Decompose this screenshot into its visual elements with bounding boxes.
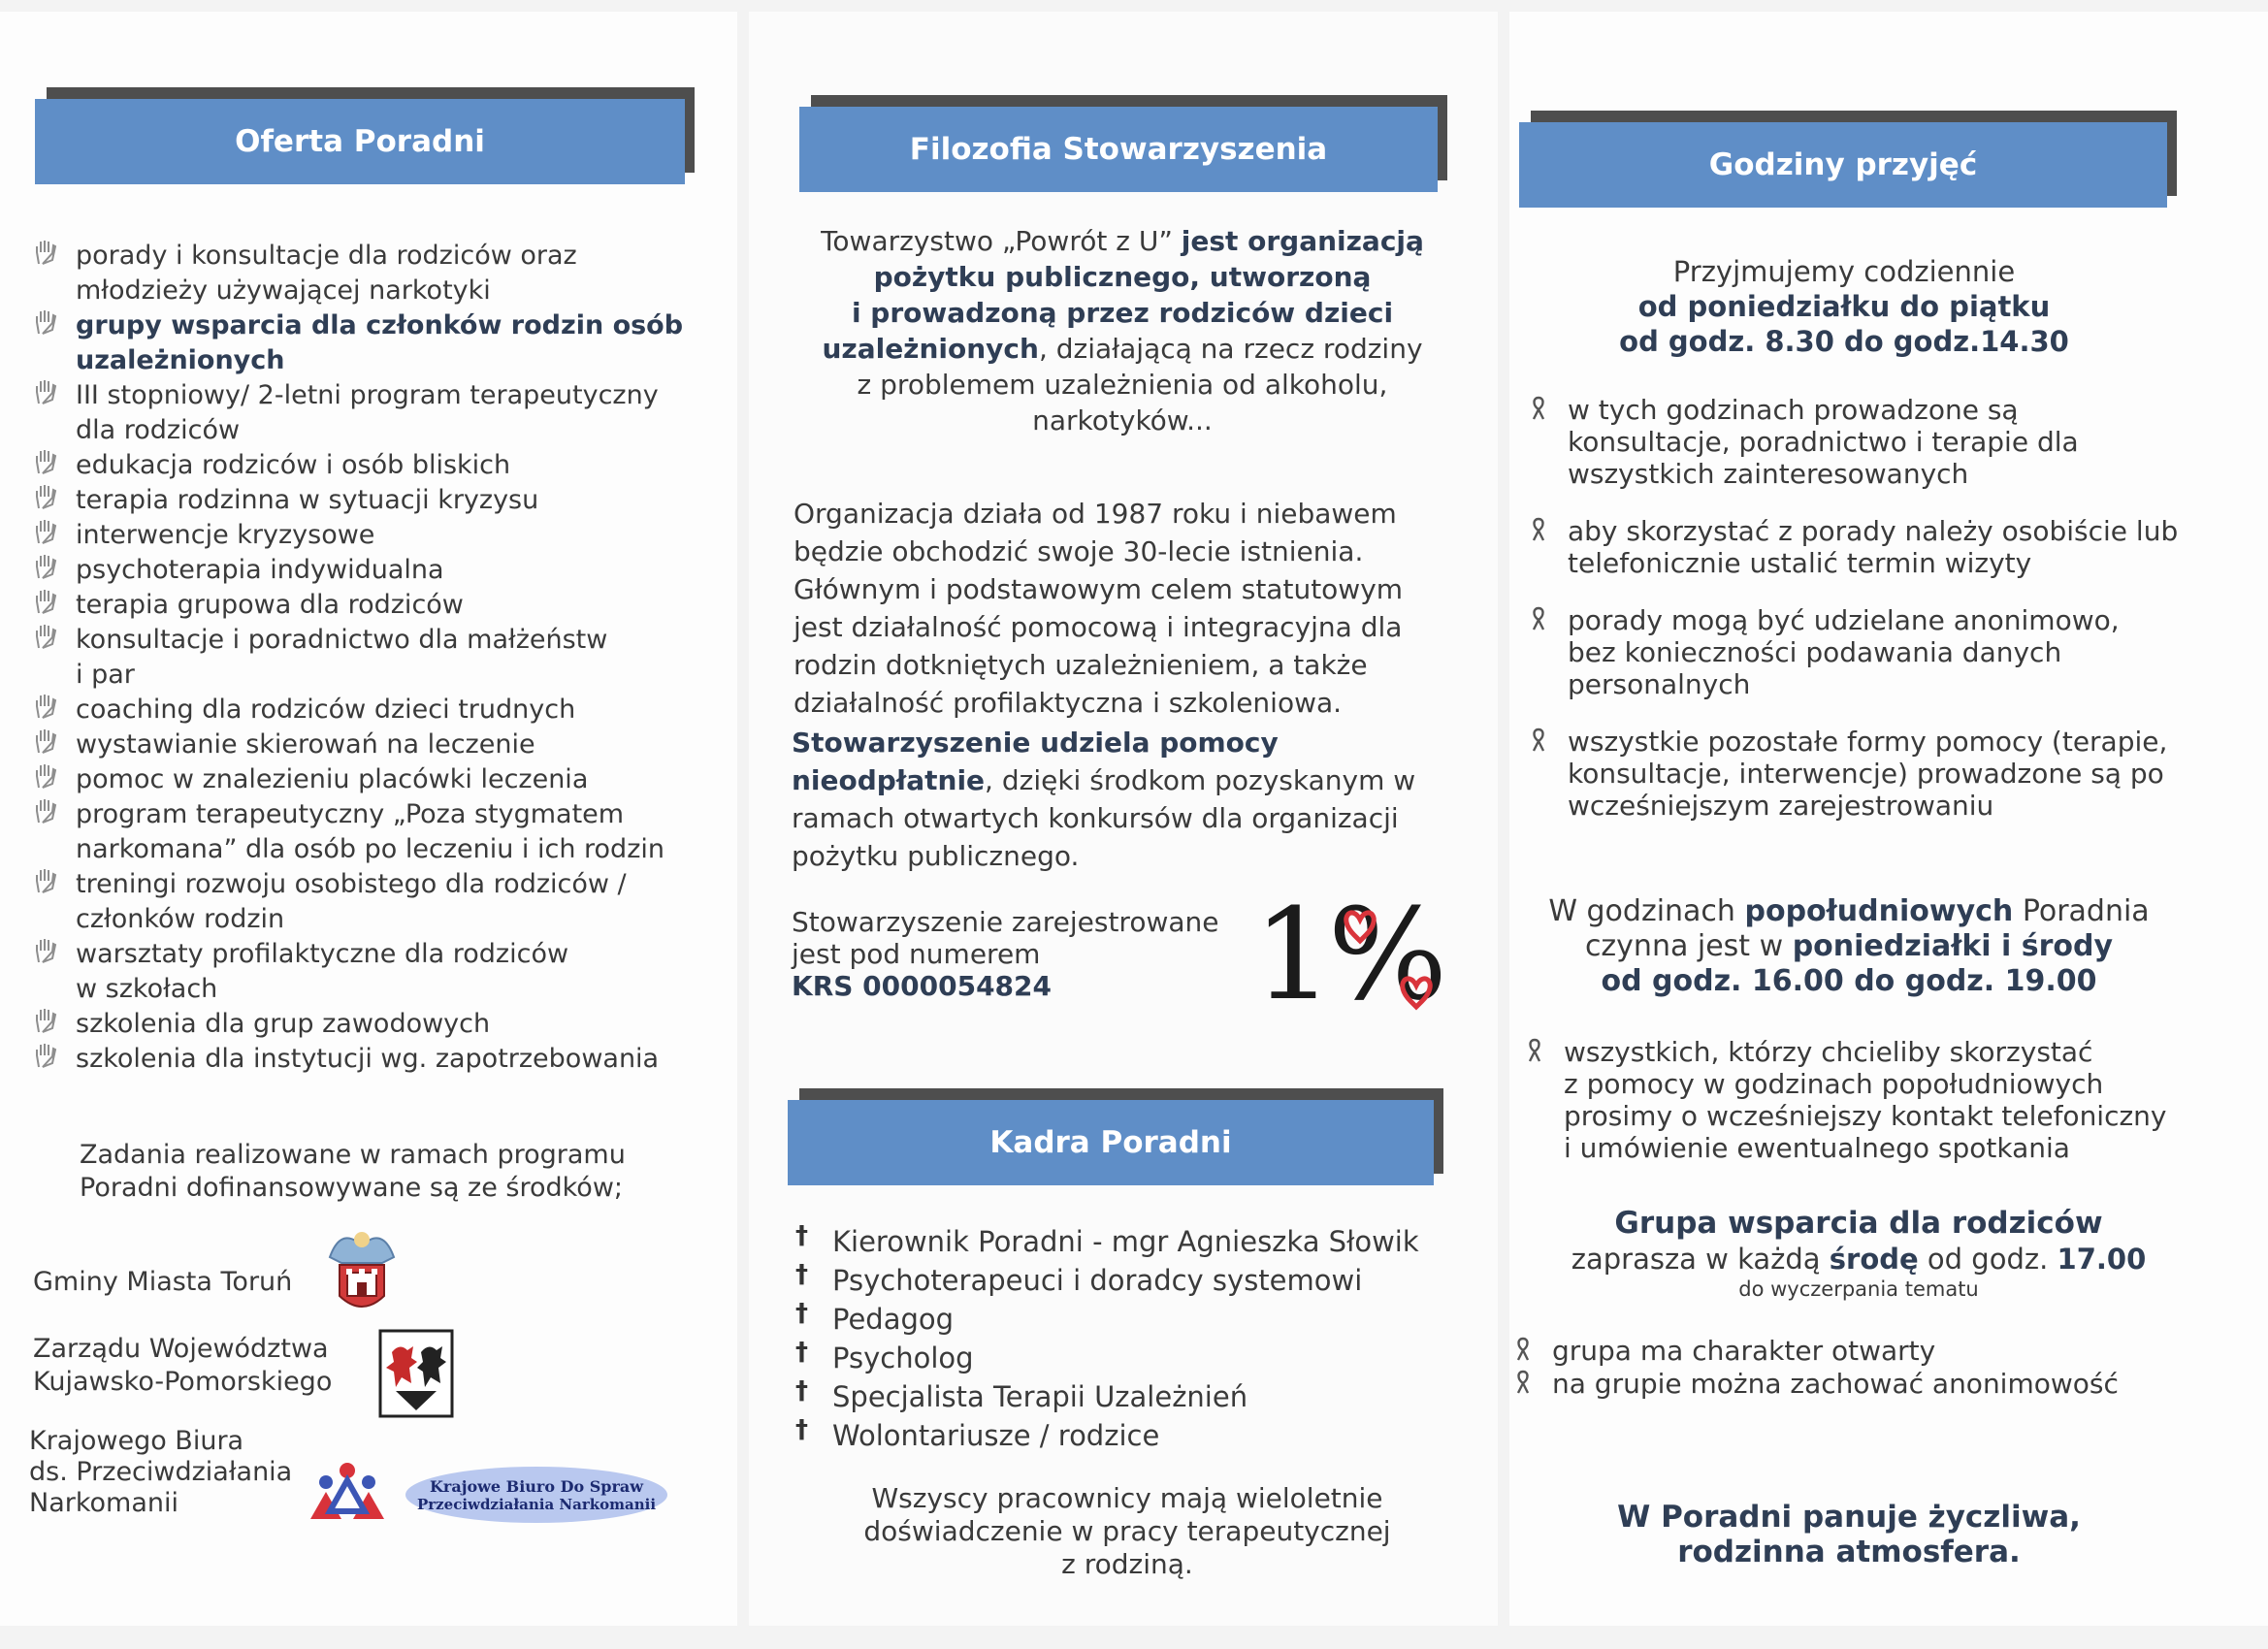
line-text: pomoc w znalezieniu placówki leczenia: [76, 764, 589, 794]
tasks-line: Zadania realizowane w ramach programu: [80, 1140, 626, 1170]
list-item: [1509, 1368, 2227, 1401]
line-text: psychoterapia indywidualna: [76, 555, 444, 585]
support-group-bold: środę: [1829, 1243, 1919, 1276]
line-text: szkolenia dla grup zawodowych: [76, 1009, 491, 1039]
list-item: [33, 588, 712, 623]
line-text: w tych godzinach prowadzone są: [1568, 394, 2019, 426]
list-item: [33, 693, 712, 728]
closing-note: [1509, 1500, 2188, 1569]
ribbon-icon: [1531, 728, 1548, 755]
krs-text: jest pod numerem: [792, 938, 1041, 970]
line-text: bez konieczności podawania danych: [1568, 636, 2062, 668]
free-help-text: ramach otwartych konkursów dla organizacji: [792, 802, 1399, 834]
line-text: konsultacje i poradnictwo dla małżeństw: [76, 625, 608, 655]
hand-icon: [33, 797, 60, 826]
staff-item-text: Pedagog: [832, 1303, 955, 1336]
line-text: porady i konsultacje dla rodziców oraz: [76, 241, 577, 271]
free-help-text: , dzięki środkom pozyskanym w: [985, 764, 1416, 796]
line-text: program terapeutyczny „Poza stygmatem: [76, 799, 625, 829]
tasks-note: [80, 1139, 626, 1205]
funder-torun: Gminy Miasta Toruń: [33, 1267, 293, 1297]
cross-icon: †: [795, 1338, 808, 1367]
afternoon-bold: popołudniowych: [1744, 894, 2014, 928]
funder-kbpn: [29, 1426, 292, 1519]
support-group: [1509, 1205, 2208, 1302]
hours-header-title: Godziny przyjęć: [1519, 122, 2167, 208]
philosophy-free-help: [792, 724, 1415, 875]
line-text: młodzieży używającej narkotyki: [76, 275, 491, 306]
intro-bold: uzależnionych: [822, 333, 1039, 365]
afternoon-text: czynna jest w: [1584, 929, 1793, 963]
ribbon-icon: [1527, 1038, 1544, 1065]
list-item: [33, 553, 712, 588]
hand-icon: [33, 762, 60, 792]
list-item: [790, 1222, 1469, 1261]
cross-icon: †: [795, 1221, 808, 1250]
afternoon-bold: od godz. 16.00 do godz. 19.00: [1601, 964, 2097, 998]
kbpn-logo-text: Przeciwdziałania Narkomanii: [416, 1495, 657, 1513]
line-text: narkomana” dla osób po leczeniu i ich rodzin: [76, 834, 664, 864]
line-text: interwencje kryzysowe: [76, 520, 375, 550]
hours-intro-bold: od poniedziałku do piątku: [1637, 290, 2051, 323]
hand-icon: [33, 693, 60, 722]
line-text: terapia rodzinna w sytuacji kryzysu: [76, 485, 539, 515]
afternoon-list: [1521, 1036, 2239, 1164]
left-panel: [0, 12, 737, 1626]
line-text: edukacja rodziców i osób bliskich: [76, 450, 511, 480]
ribbon-icon: [1531, 517, 1548, 544]
line-text: warsztaty profilaktyczne dla rodziców: [76, 939, 569, 969]
line-text: konsultacje, interwencje) prowadzone są po: [1568, 758, 2164, 790]
hand-icon: [33, 1007, 60, 1036]
free-help-bold: Stowarzyszenie udziela pomocy: [792, 727, 1279, 759]
list-item: [33, 1042, 712, 1077]
support-group-text: od godz.: [1918, 1243, 2057, 1276]
staff-closing: [788, 1482, 1467, 1581]
right-panel: [1509, 12, 2268, 1626]
staff-list: [790, 1222, 1469, 1455]
line-text: będzie obchodzić swoje 30-lecie istnienia.: [794, 535, 1364, 567]
list-item: [33, 483, 712, 518]
line-text: personalnych: [1568, 668, 1751, 700]
line-text: i par: [76, 660, 135, 690]
krs-text: Stowarzyszenie zarejestrowane: [792, 906, 1219, 938]
list-item: [33, 448, 712, 483]
list-item: [33, 867, 712, 937]
afternoon-text: Poradnia: [2013, 894, 2150, 928]
list-item: [1521, 1036, 2239, 1164]
line-text: uzależnionych: [76, 345, 285, 375]
kujawsko-crest-icon: [378, 1329, 454, 1418]
list-item: [790, 1339, 1469, 1377]
ribbon-icon: [1515, 1337, 1533, 1364]
line-text: Organizacja działa od 1987 roku i niebawem: [794, 498, 1397, 530]
list-item: [1509, 1335, 2227, 1368]
hand-icon: [33, 588, 60, 617]
line-text: prosimy o wcześniejszy kontakt telefoniczny: [1564, 1100, 2167, 1132]
line-text: telefonicznie ustalić termin wizyty: [1568, 547, 2032, 579]
line-text: jest działalność pomocową i integracyjna dla: [794, 611, 1403, 643]
staff-item-text: Psycholog: [832, 1342, 974, 1374]
hand-icon: [33, 483, 60, 512]
afternoon-bold: poniedziałki i środy: [1792, 929, 2114, 963]
hand-icon: [33, 239, 60, 268]
philosophy-header-title: Filozofia Stowarzyszenia: [799, 107, 1438, 192]
hand-icon: [33, 378, 60, 407]
tasks-line: Poradni dofinansowywane są ze środków;: [80, 1173, 623, 1203]
line-text: dla rodziców: [76, 415, 241, 445]
offer-list: [33, 239, 712, 1077]
line-text: doświadczenie w pracy terapeutycznej: [863, 1515, 1391, 1547]
support-group-text: zaprasza w każdą: [1571, 1243, 1830, 1276]
cross-icon: †: [795, 1376, 808, 1406]
list-item: [33, 797, 712, 867]
offer-header-title: Oferta Poradni: [35, 99, 685, 184]
hand-icon: [33, 728, 60, 757]
list-item: [790, 1416, 1469, 1455]
kbpn-logo: [405, 1467, 667, 1523]
hand-icon: [33, 1042, 60, 1071]
funder-kujawsko: [33, 1333, 332, 1399]
support-group-note: do wyczerpania tematu: [1738, 1277, 1979, 1301]
hand-icon: [33, 937, 60, 966]
hand-icon: [33, 553, 60, 582]
heart-icon: [1343, 898, 1449, 1024]
afternoon-text: W godzinach: [1548, 894, 1745, 928]
offer-header: [35, 99, 685, 186]
intro-bold: i prowadzoną przez rodziców dzieci: [851, 297, 1394, 329]
line-text: coaching dla rodziców dzieci trudnych: [76, 695, 576, 725]
staff-item-text: Kierownik Poradni - mgr Agnieszka Słowik: [832, 1225, 1419, 1258]
funder-line: Zarządu Województwa: [33, 1334, 329, 1364]
krs-block: [792, 906, 1219, 1002]
support-group-list: [1509, 1335, 2227, 1401]
hours-header: [1519, 122, 2167, 210]
list-item: [33, 762, 712, 797]
kbpn-people-icon: [301, 1459, 394, 1525]
hand-icon: [33, 308, 60, 338]
philosophy-history: [794, 495, 1403, 722]
philosophy-intro: [768, 223, 1476, 438]
philosophy-header: [799, 107, 1438, 194]
intro-text: Towarzystwo „Powrót z U”: [821, 225, 1182, 257]
line-text: III stopniowy/ 2-letni program terapeutyczny: [76, 380, 659, 410]
hours-list: [1525, 394, 2243, 847]
line-text: aby skorzystać z porady należy osobiście lub: [1568, 515, 2179, 547]
line-text: z pomocy w godzinach popołudniowych: [1564, 1068, 2104, 1100]
list-item: [790, 1300, 1469, 1339]
line-text: wszystkich, którzy chcieliby skorzystać: [1564, 1036, 2093, 1068]
staff-header-title: Kadra Poradni: [788, 1100, 1434, 1185]
list-item: [33, 308, 712, 378]
line-text: Wszyscy pracownicy mają wieloletnie: [871, 1482, 1383, 1514]
hours-intro: [1509, 254, 2179, 359]
list-item: [33, 1007, 712, 1042]
closing-line: W Poradni panuje życzliwa,: [1617, 1500, 2081, 1535]
intro-text: narkotyków...: [1032, 404, 1213, 436]
list-item: [33, 623, 712, 693]
list-item: [33, 728, 712, 762]
torun-crest-icon: [320, 1224, 404, 1321]
list-item: [1525, 726, 2243, 822]
list-item: [33, 518, 712, 553]
list-item: [33, 239, 712, 308]
staff-item-text: Specjalista Terapii Uzależnień: [832, 1380, 1248, 1413]
line-text: terapia grupowa dla rodziców: [76, 590, 464, 620]
cross-icon: †: [795, 1415, 808, 1444]
krs-number: KRS 0000054824: [792, 970, 1052, 1002]
list-item: [790, 1261, 1469, 1300]
line-text: szkolenia dla instytucji wg. zapotrzebowania: [76, 1044, 660, 1074]
ribbon-icon: [1531, 396, 1548, 423]
list-item: [1525, 604, 2243, 700]
group-item-text: grupa ma charakter otwarty: [1552, 1335, 1936, 1367]
hand-icon: [33, 867, 60, 896]
closing-line: rodzinna atmosfera.: [1677, 1535, 2021, 1569]
line-text: porady mogą być udzielane anonimowo,: [1568, 604, 2120, 636]
line-text: i umówienie ewentualnego spotkania: [1564, 1132, 2070, 1164]
line-text: grupy wsparcia dla członków rodzin osób: [76, 310, 684, 340]
line-text: wszystkich zainteresowanych: [1568, 458, 1969, 490]
list-item: [790, 1377, 1469, 1416]
hand-icon: [33, 518, 60, 547]
funder-line: Krajowego Biura: [29, 1426, 244, 1456]
ribbon-icon: [1531, 606, 1548, 633]
staff-item-text: Wolontariusze / rodzice: [832, 1419, 1160, 1452]
intro-bold: pożytku publicznego, utworzoną: [873, 261, 1372, 293]
line-text: w szkołach: [76, 974, 218, 1004]
funder-line: ds. Przeciwdziałania: [29, 1457, 293, 1487]
kbpn-logo-text: Krajowe Biuro Do Spraw: [429, 1476, 644, 1496]
middle-panel: [749, 12, 1498, 1626]
funder-line: Narkomanii: [29, 1488, 178, 1518]
line-text: konsultacje, poradnictwo i terapie dla: [1568, 426, 2079, 458]
line-text: z rodziną.: [1061, 1548, 1193, 1580]
line-text: działalność profilaktyczna i szkoleniowa.: [794, 687, 1343, 719]
cross-icon: †: [795, 1299, 808, 1328]
line-text: wystawianie skierowań na leczenie: [76, 729, 535, 760]
support-group-title: Grupa wsparcia dla rodziców: [1614, 1206, 2103, 1241]
line-text: wszystkie pozostałe formy pomocy (terapie,: [1568, 726, 2168, 758]
line-text: Głównym i podstawowym celem statutowym: [794, 573, 1404, 605]
one-percent-text: 1%: [1253, 881, 1442, 1028]
free-help-bold: nieodpłatnie: [792, 764, 986, 796]
hours-intro-bold: od godz. 8.30 do godz.14.30: [1619, 325, 2069, 358]
ribbon-icon: [1515, 1370, 1533, 1397]
line-text: rodzin dotkniętych uzależnieniem, a także: [794, 649, 1368, 681]
hand-icon: [33, 623, 60, 652]
staff-header: [788, 1100, 1434, 1187]
staff-item-text: Psychoterapeuci i doradcy systemowi: [832, 1264, 1363, 1297]
free-help-text: pożytku publicznego.: [792, 840, 1080, 872]
list-item: [33, 378, 712, 448]
group-item-text: na grupie można zachować anonimowość: [1552, 1368, 2119, 1400]
line-text: wcześniejszym zarejestrowaniu: [1568, 790, 1994, 822]
hand-icon: [33, 448, 60, 477]
list-item: [1525, 394, 2243, 490]
line-text: treningi rozwoju osobistego dla rodziców /: [76, 869, 627, 899]
afternoon-hours: [1509, 894, 2188, 999]
one-percent-mark: [1253, 881, 1447, 1036]
intro-bold: jest organizacją: [1181, 225, 1424, 257]
cross-icon: †: [795, 1260, 808, 1289]
list-item: [33, 937, 712, 1007]
funder-line: Kujawsko-Pomorskiego: [33, 1367, 333, 1397]
list-item: [1525, 515, 2243, 579]
intro-text: , działającą na rzecz rodziny: [1038, 333, 1423, 365]
support-group-bold: 17.00: [2057, 1243, 2147, 1276]
line-text: członków rodzin: [76, 904, 285, 934]
intro-text: z problemem uzależnienia od alkoholu,: [857, 369, 1388, 401]
hours-intro-text: Przyjmujemy codziennie: [1672, 255, 2016, 288]
